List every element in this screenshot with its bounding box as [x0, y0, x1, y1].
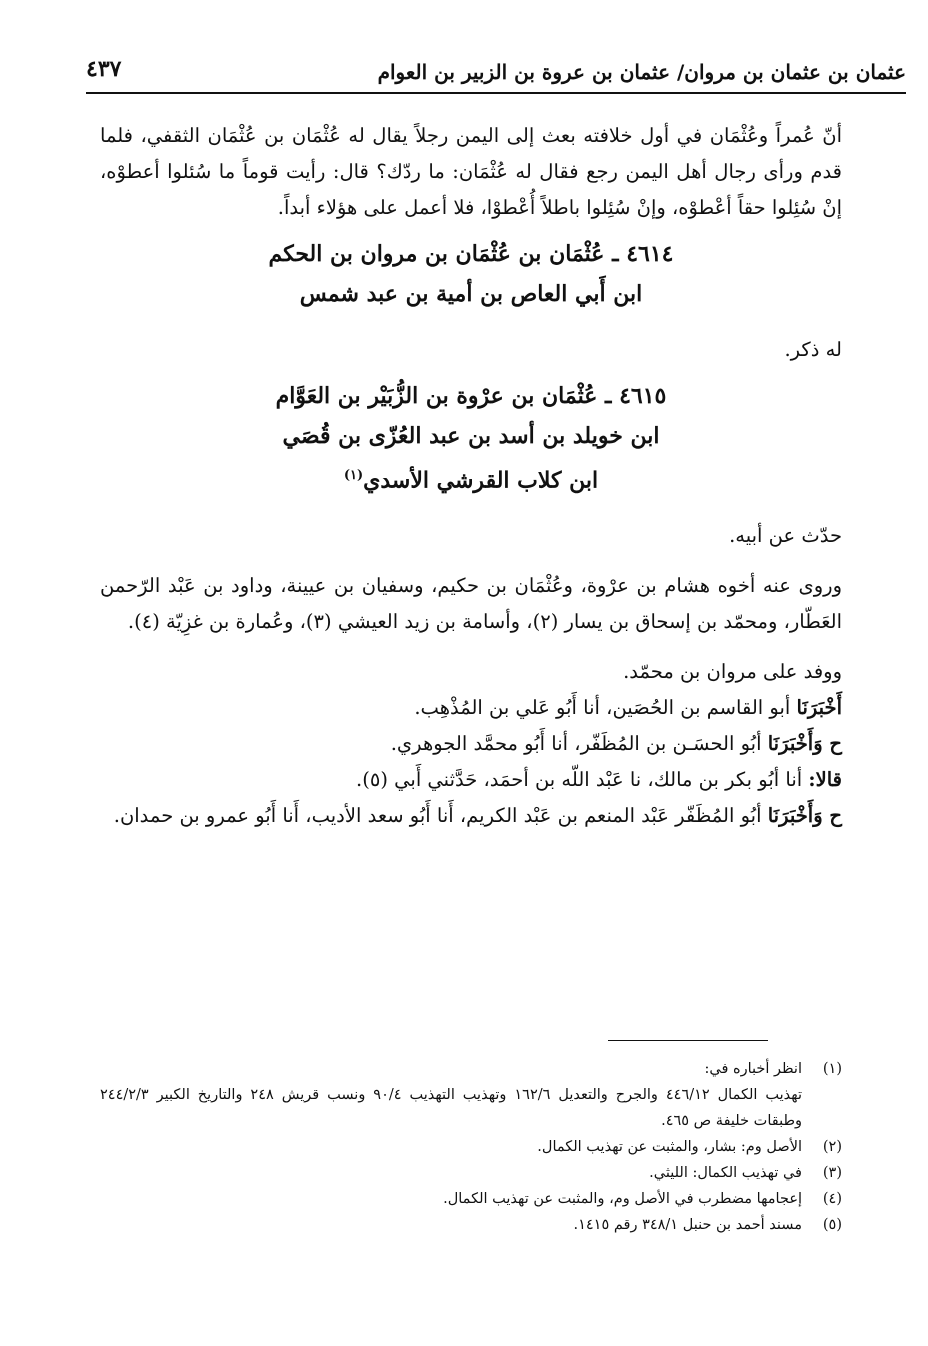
footnote-number: (٣): [822, 1165, 842, 1181]
footnote-item: [100, 1056, 842, 1082]
isnad-3-text: أنا أبُو بكر بن مالك، نا عَبْد اللّه بن أحمَد، حَدَّثني أَبي (٥).: [356, 768, 803, 792]
isnad-4-keyword: ح وَأَخْبَرَنَا: [767, 804, 842, 828]
footnotes: [100, 1056, 842, 1238]
footnote-item: [100, 1134, 842, 1160]
entry-4615-p1: حدّث عن أبيه.: [729, 524, 842, 548]
footnote-item: [100, 1186, 842, 1212]
footnote-divider: [608, 1040, 768, 1041]
footnote-text: في تهذيب الكمال: الليثي.: [649, 1165, 802, 1181]
isnad-1-text: أبو القاسم بن الحُصَين، أنا أَبُو عَلي بن المُذْهِب.: [414, 696, 791, 720]
footnote-number: (٤): [822, 1191, 842, 1207]
isnad-2: [100, 726, 842, 762]
entry-4614-heading: [100, 234, 842, 314]
isnad-1: [100, 690, 842, 726]
running-header: [86, 52, 906, 94]
footnote-text: إعجامها مضطرب في الأصل وم، والمثبت عن تهذيب الكمال.: [443, 1191, 802, 1207]
footnote-item: [100, 1160, 842, 1186]
entry-4615-p2: وروى عنه أخوه هشام بن عرْوة، وعُثْمَان بن حكيم، وسفيان بن عيينة، وداود بن عَبْد الرّحمن العَطّار، ومحمّد بن إسحاق بن يسار (٢)، وأسامة بن زيد العيشي (٣)، وعُمارة بن غزِيّة (٤).: [100, 574, 842, 634]
footnote-item: [100, 1212, 842, 1238]
entry-4614-line2: ابن أَبي العاص بن أمية بن عبد شمس: [299, 281, 643, 307]
intro-paragraph: أنّ عُمراً وعُثْمَان في أول خلافته بعث إلى اليمن رجلاً يقال له عُثْمَان بن عُثْمَان الثقفي، فلما قدم ورأى رجال أهل اليمن رجع فقال له عُثْمَان: ما ردّك؟ قال: رأيت قوماً ما سُئلوا أعطوْه، إنْ سُئِلوا حقاً أعْطوْه، وإنْ سُئِلوا باطلاً أُعْطوْا، فلا أعمل على هؤلاء أبداً.: [100, 124, 842, 219]
footnote-item: [100, 1082, 842, 1134]
footnote-text: الأصل وم: بشار، والمثبت عن تهذيب الكمال.: [537, 1139, 802, 1155]
entry-4615-line1: ٤٦١٥ ـ عُثْمَان بن عرْوة بن الزُّبَيْر بن العَوَّام: [275, 383, 667, 409]
isnad-2-keyword: ح وَأَخْبَرَنَا: [767, 732, 842, 756]
entry-4615-heading: [100, 376, 842, 500]
entry-4615-line3-text: ابن كلاب القرشي الأسدي: [363, 467, 599, 494]
entry-4615-line2: ابن خويلد بن أسد بن عبد العُزّى بن قُصَي: [282, 423, 660, 449]
running-title: عثمان بن عثمان بن مروان/ عثمان بن عروة بن الزبير بن العوام: [377, 60, 906, 84]
isnad-3: [100, 762, 842, 798]
footnote-text: مسند أحمد بن حنبل ٣٤٨/١ رقم ١٤١٥.: [573, 1217, 802, 1233]
entry-4615-line3: [100, 456, 842, 500]
footnote-text: تهذيب الكمال ٤٤٦/١٢ والجرح والتعديل ١٦٢/٦ وتهذيب التهذيب ٩٠/٤ ونسب قريش ٢٤٨ والتاريخ الكبير ٢٤٤/٢/٣ وطبقات خليفة ص ٤٦٥.: [100, 1087, 802, 1129]
isnad-2-text: أبُو الحسَـن بن المُظَفّر، أنا أَبُو محمَّد الجوهري.: [390, 732, 762, 756]
page-number: ٤٣٧: [86, 56, 122, 82]
entry-4614-line1: ٤٦١٤ ـ عُثْمَان بن عُثْمَان بن مروان بن الحكم: [268, 241, 674, 267]
footnote-ref-1[interactable]: (١): [343, 468, 364, 483]
entry-4615-p3: ووفد على مروان بن محمّد.: [623, 660, 842, 684]
isnad-4-text: أبُو المُظَفّر عَبْد المنعم بن عَبْد الكريم، أَنا أَبُو سعد الأديب، أَنا أَبُو عمرو بن حمدان.: [113, 804, 762, 828]
isnad-3-keyword: قالا:: [808, 768, 842, 792]
isnad-1-keyword: أَخْبَرَنَا: [796, 696, 842, 720]
footnote-number: [802, 1082, 842, 1134]
entry-4614-note: له ذكر.: [784, 338, 842, 361]
footnote-text: انظر أخباره في:: [704, 1061, 802, 1077]
footnote-number: (١): [822, 1061, 842, 1077]
footnote-number: (٥): [822, 1217, 842, 1233]
footnote-number: (٢): [822, 1139, 842, 1155]
main-text: [100, 118, 842, 834]
isnad-4: [100, 798, 842, 834]
